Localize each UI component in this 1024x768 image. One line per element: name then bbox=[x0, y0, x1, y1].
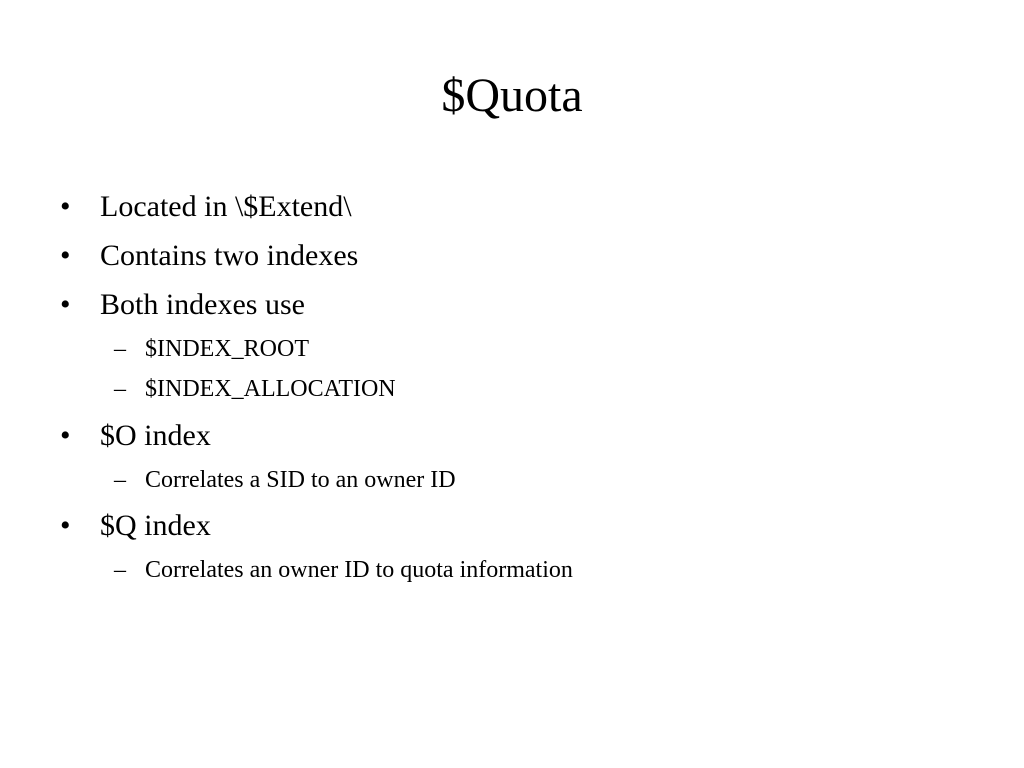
bullet-text: $Q index bbox=[100, 509, 211, 542]
bullet-text: Contains two indexes bbox=[100, 239, 359, 272]
bullet-marker: • bbox=[60, 288, 71, 321]
sub-bullet-marker: – bbox=[114, 467, 126, 493]
sub-bullet-text: $INDEX_ALLOCATION bbox=[145, 376, 396, 402]
bullet-marker: • bbox=[60, 509, 71, 542]
sub-bullet-marker: – bbox=[114, 557, 126, 583]
sub-bullet-text: Correlates an owner ID to quota information bbox=[145, 557, 573, 583]
sub-bullet-marker: – bbox=[114, 336, 126, 362]
bullet-marker: • bbox=[60, 419, 71, 452]
bullet-text: $O index bbox=[100, 419, 211, 452]
bullet-marker: • bbox=[60, 190, 71, 223]
bullet-text: Both indexes use bbox=[100, 288, 305, 321]
bullet-text: Located in \$Extend\ bbox=[100, 190, 352, 223]
slide-title: $Quota bbox=[441, 69, 583, 122]
bullet-marker: • bbox=[60, 239, 71, 272]
sub-bullet-text: $INDEX_ROOT bbox=[145, 336, 309, 362]
sub-bullet-marker: – bbox=[114, 376, 126, 402]
sub-bullet-text: Correlates a SID to an owner ID bbox=[145, 467, 456, 493]
